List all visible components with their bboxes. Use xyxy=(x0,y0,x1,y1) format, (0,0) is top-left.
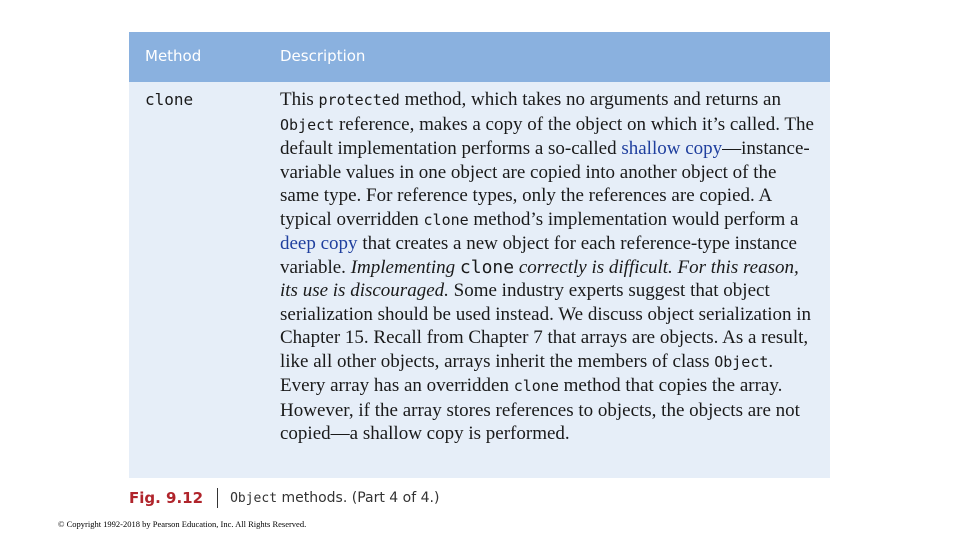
header-description: Description xyxy=(280,47,366,65)
desc-italic-1: Implementing xyxy=(350,256,460,278)
method-description-cell xyxy=(280,88,820,446)
desc-text-8: . Every array has an overridden xyxy=(280,350,774,396)
figure-title-code: Object xyxy=(230,491,278,506)
figure-caption xyxy=(129,486,439,510)
desc-text-5: method’s implementation would perform a xyxy=(468,208,799,230)
method-name-cell: clone xyxy=(145,90,194,109)
header-method: Method xyxy=(145,47,202,65)
code-object-1: Object xyxy=(280,115,335,134)
desc-text-3: reference, makes a copy of the object on which it’s called. The default implementation performs a so-called xyxy=(280,113,814,159)
table-header xyxy=(129,32,830,82)
copyright-notice: © Copyright 1992-2018 by Pearson Education, Inc. All Rights Reserved. xyxy=(58,519,307,529)
term-shallow-copy: shallow copy xyxy=(621,138,723,159)
desc-text-9: method that copies the array. However, if the array stores references to objects, the objects are not copied—a shallow copy is performed. xyxy=(280,375,800,444)
desc-italic-2: correctly is difficult. For this reason, its use is discouraged. xyxy=(280,256,799,301)
object-methods-table xyxy=(129,32,830,478)
code-clone-1: clone xyxy=(423,210,469,229)
code-clone-2: clone xyxy=(459,256,515,278)
desc-text-4: —instance-variable values in one object are copied into another object of the same type. For reference types, only the references are copied. A typical overridden xyxy=(280,138,810,230)
figure-number: Fig. 9.12 xyxy=(129,489,204,507)
code-clone-3: clone xyxy=(513,377,559,395)
figure-title-text: methods. (Part 4 of 4.) xyxy=(277,490,440,506)
code-object-2: Object xyxy=(714,352,769,371)
caption-divider xyxy=(217,488,218,508)
desc-text-2: method, which takes no arguments and returns an xyxy=(399,89,781,110)
desc-text-1: This xyxy=(280,89,319,110)
desc-text-7: Some industry experts suggest that object serialization should be used instead. We discuss object serialization in Chapter 15. Recall from Chapter 7 that arrays are objects. As a result, like all other objects, arrays inherit the members of class xyxy=(280,280,812,372)
code-protected: protected xyxy=(318,91,400,109)
term-deep-copy: deep copy xyxy=(280,233,358,254)
desc-text-6: that creates a new object for each reference-type instance variable. xyxy=(280,233,797,278)
figure-title xyxy=(230,490,439,506)
